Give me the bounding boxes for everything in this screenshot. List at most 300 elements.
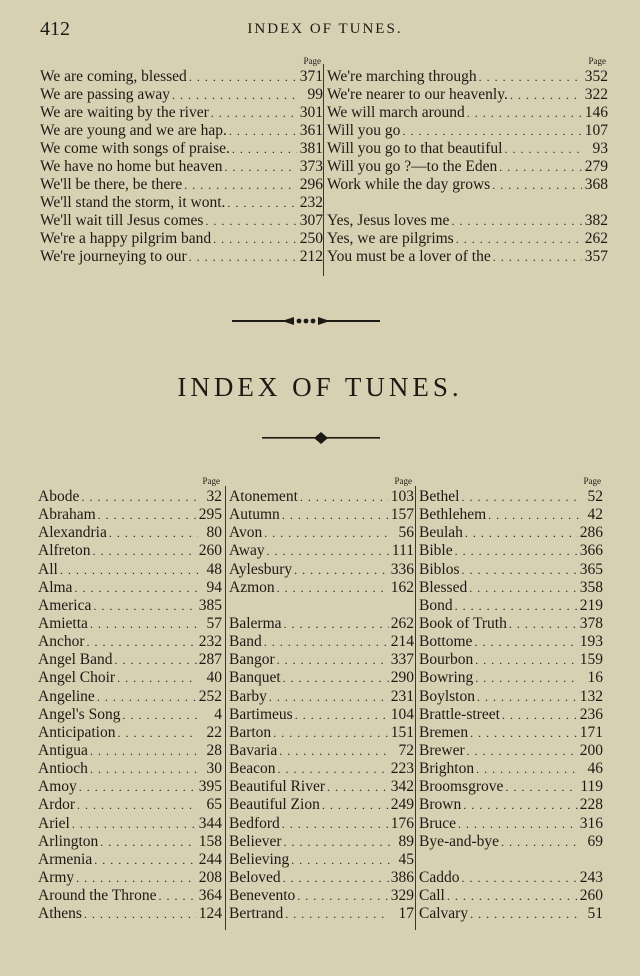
tune-entry [419, 724, 603, 742]
tune-entry [419, 905, 603, 923]
dot-leader [74, 579, 198, 597]
entry-page-number: 337 [390, 651, 414, 669]
dot-leader [122, 706, 198, 724]
entry-title: We'll stand the storm, it wont. [40, 194, 226, 211]
dot-leader [492, 176, 582, 194]
entry-title: Benevento [229, 887, 296, 905]
entry-page-number: 56 [398, 524, 414, 542]
entry-page-number: 124 [198, 905, 222, 923]
entry-page-number: 382 [584, 212, 608, 229]
entry-page-number: 45 [398, 850, 414, 868]
entry-page-number: 368 [584, 176, 608, 193]
entry-page-number: 4 [214, 705, 222, 723]
dot-leader [267, 542, 390, 560]
dot-leader [232, 140, 297, 158]
entry-page-number: 200 [579, 741, 603, 759]
entry-page-number: 212 [299, 248, 323, 265]
index-entry [327, 158, 608, 176]
entry-title: Avon [229, 524, 263, 542]
dot-leader [455, 542, 578, 560]
entry-title: We're a happy pilgrim band [40, 230, 212, 247]
entry-page-number: 236 [579, 705, 603, 723]
dot-leader [277, 760, 388, 778]
dot-leader [93, 597, 196, 615]
entry-title: We are waiting by the river [40, 104, 209, 121]
entry-title: Bye-and-bye [419, 832, 500, 850]
entry-title: Arlington [38, 832, 99, 850]
dot-leader [90, 742, 198, 760]
entry-title: Armenia [38, 850, 93, 868]
entry-page-number: 228 [579, 796, 603, 814]
entry-page-number: 385 [198, 596, 222, 614]
dot-leader [294, 561, 389, 579]
entry-page-number: 171 [579, 723, 603, 741]
tune-entry [229, 742, 414, 760]
entry-title: Bartimeus [229, 705, 293, 723]
entry-title: Abode [38, 488, 80, 505]
entry-page-number: 243 [579, 868, 603, 886]
entry-page-number: 262 [390, 614, 414, 632]
first-lines-column-left [40, 56, 323, 266]
entry-page-number: 232 [198, 633, 222, 651]
tune-entry [229, 815, 414, 833]
dot-leader [285, 905, 390, 923]
entry-page-number: 260 [579, 887, 603, 905]
entry-page-number: 48 [206, 560, 222, 578]
tune-entry [38, 887, 222, 905]
dot-leader [447, 887, 578, 905]
tunes-column-3 [419, 476, 603, 923]
title-underline-ornament [262, 430, 380, 446]
dot-leader [269, 688, 389, 706]
tune-entry [229, 833, 414, 851]
entry-title: Yes, we are pilgrims [327, 230, 454, 247]
tune-entry [229, 506, 414, 524]
dot-leader [273, 724, 389, 742]
dot-leader [470, 724, 578, 742]
entry-title: Biblos [419, 560, 460, 578]
dot-leader [184, 176, 297, 194]
entry-title: Angel's Song [38, 705, 121, 723]
entry-page-number: 111 [391, 542, 414, 560]
entry-title: Beacon [229, 760, 276, 778]
entry-page-number: 329 [390, 887, 414, 905]
index-entry [40, 122, 323, 140]
dot-leader [493, 248, 582, 266]
dot-leader [488, 506, 579, 524]
entry-page-number: 80 [206, 524, 222, 542]
entry-title: Beautiful Zion [229, 796, 320, 814]
entry-page-number: 373 [299, 158, 323, 175]
tune-entry [38, 778, 222, 796]
dot-leader [277, 579, 389, 597]
entry-title: Autumn [229, 506, 280, 524]
entry-title: Bremen [419, 723, 469, 741]
entry-title: Amietta [38, 614, 88, 632]
index-entry [327, 104, 608, 122]
index-entry [327, 248, 608, 266]
entry-page-number: 231 [390, 687, 414, 705]
tune-entry [229, 760, 414, 778]
entry-title: Caddo [419, 868, 460, 886]
entry-title: Bowring [419, 669, 474, 687]
dot-leader [505, 778, 578, 796]
index-entry [327, 122, 608, 140]
entry-title: Angel Choir [38, 669, 116, 687]
entry-page-number: 89 [398, 832, 414, 850]
tune-entry [419, 760, 603, 778]
entry-page-number: 286 [579, 524, 603, 542]
entry-page-number: 364 [198, 887, 222, 905]
entry-title: Bavaria [229, 741, 278, 759]
entry-page-number: 358 [579, 578, 603, 596]
dot-leader [465, 524, 578, 542]
tune-entry [419, 561, 603, 579]
entry-page-number: 208 [198, 868, 222, 886]
index-entry [40, 212, 323, 230]
entry-title: Work while the day grows [327, 176, 491, 193]
tune-entry [229, 597, 414, 615]
dot-leader [159, 887, 197, 905]
entry-title: Balerma [229, 614, 282, 632]
tune-entry [229, 633, 414, 651]
entry-title: Ardor [38, 796, 76, 814]
entry-page-number: 250 [299, 230, 323, 247]
entry-page-number: 72 [398, 741, 414, 759]
dot-leader [172, 86, 297, 104]
dot-leader [90, 760, 198, 778]
entry-page-number: 119 [580, 778, 603, 796]
page-column-label: Page [202, 476, 220, 486]
tune-entry [419, 579, 603, 597]
tune-entry [419, 524, 603, 542]
entry-page-number: 162 [390, 578, 414, 596]
dot-leader [79, 778, 197, 796]
entry-page-number: 223 [390, 760, 414, 778]
dot-leader [509, 615, 578, 633]
tune-entry [419, 796, 603, 814]
tune-entry [229, 869, 414, 887]
entry-page-number: 46 [587, 760, 603, 778]
index-entry [327, 212, 608, 230]
entry-title: Bond [419, 596, 453, 614]
dot-leader [225, 158, 297, 176]
entry-page-number: 159 [579, 651, 603, 669]
entry-title: Will you go ?—to the Eden [327, 158, 498, 175]
entry-title: Believing [229, 850, 290, 868]
tune-entry [419, 688, 603, 706]
dot-leader [282, 815, 389, 833]
entry-title: We will march around [327, 104, 465, 121]
index-entry [327, 230, 608, 248]
entry-page-number: 395 [198, 778, 222, 796]
tune-entry [229, 615, 414, 633]
entry-title: We're marching through [327, 68, 477, 85]
entry-title: We are passing away [40, 86, 171, 103]
entry-title: Angeline [38, 687, 95, 705]
dot-leader [87, 633, 197, 651]
dot-leader [81, 488, 198, 506]
dot-leader [117, 669, 198, 687]
tune-entry [419, 887, 603, 905]
dot-leader [264, 524, 390, 542]
page-column-label: Page [303, 56, 321, 66]
dot-leader [461, 869, 577, 887]
tune-entry [419, 778, 603, 796]
index-entry [40, 248, 323, 266]
dot-leader [510, 86, 582, 104]
entry-title: We're journeying to our [40, 248, 187, 265]
entry-page-number: 378 [579, 614, 603, 632]
dot-leader [467, 104, 582, 122]
page-column-label: Page [583, 476, 601, 486]
dot-leader [277, 651, 389, 669]
entry-page-number: 107 [584, 122, 608, 139]
dot-leader [461, 561, 577, 579]
dot-leader [93, 542, 197, 560]
entry-title: Blessed [419, 578, 468, 596]
dot-leader [100, 833, 196, 851]
index-entry [327, 68, 608, 86]
dot-leader [297, 887, 388, 905]
tune-entry [38, 615, 222, 633]
entry-title: Army [38, 868, 75, 886]
tune-entry [229, 688, 414, 706]
dot-leader [327, 778, 389, 796]
entry-page-number: 290 [390, 669, 414, 687]
dot-leader [282, 506, 389, 524]
entry-page-number: 366 [579, 542, 603, 560]
dot-leader [109, 524, 198, 542]
entry-page-number: 252 [198, 687, 222, 705]
entry-page-number: 176 [390, 814, 414, 832]
dot-leader [504, 140, 582, 158]
entry-title: Bertrand [229, 905, 284, 923]
tune-entry [229, 706, 414, 724]
index-entry [327, 194, 608, 212]
dot-leader [211, 104, 297, 122]
dot-leader [60, 561, 198, 579]
entry-page-number: 219 [579, 596, 603, 614]
tune-entry [38, 488, 222, 506]
entry-title: Atonement [229, 488, 298, 505]
entry-title: Calvary [419, 905, 469, 923]
tune-entry [38, 851, 222, 869]
tune-entry [38, 633, 222, 651]
entry-page-number: 316 [579, 814, 603, 832]
entry-page-number: 69 [587, 832, 603, 850]
index-entry [40, 176, 323, 194]
entry-title: Call [419, 887, 445, 905]
entry-title: We'll wait till Jesus comes [40, 212, 204, 229]
dot-leader [227, 194, 297, 212]
entry-title: Brattle-street [419, 705, 500, 723]
entry-page-number: 371 [299, 68, 323, 85]
entry-page-number: 146 [584, 104, 608, 121]
tune-entry [419, 833, 603, 851]
entry-title: We are young and we are hap. [40, 122, 227, 139]
column-rule [323, 64, 324, 276]
page-header [40, 18, 610, 42]
dot-leader [118, 724, 199, 742]
entry-title: Aylesbury [229, 560, 293, 578]
entry-title: Broomsgrove [419, 778, 504, 796]
entry-page-number: 28 [206, 741, 222, 759]
dot-leader [72, 815, 197, 833]
entry-title: Abraham [38, 506, 96, 524]
entry-title: Brown [419, 796, 462, 814]
tune-entry [229, 651, 414, 669]
entry-page-number: 361 [299, 122, 323, 139]
tune-entry [38, 597, 222, 615]
tunes-column-1 [38, 476, 222, 923]
entry-page-number: 30 [206, 760, 222, 778]
dot-leader [189, 248, 297, 266]
entry-page-number: 307 [299, 212, 323, 229]
tune-entry [229, 887, 414, 905]
entry-title: Band [229, 633, 262, 651]
dot-leader [84, 905, 197, 923]
entry-page-number: 262 [584, 230, 608, 247]
entry-title: Antioch [38, 760, 88, 778]
entry-title: Around the Throne [38, 887, 157, 905]
entry-title: Anchor [38, 633, 85, 651]
entry-page-number: 244 [198, 850, 222, 868]
entry-page-number: 336 [390, 560, 414, 578]
column-rule [415, 486, 416, 930]
tune-entry [38, 669, 222, 687]
dot-leader [77, 796, 198, 814]
entry-title: Will you go to that beautiful [327, 140, 503, 157]
entry-page-number: 16 [587, 669, 603, 687]
entry-page-number: 132 [579, 687, 603, 705]
tune-entry [419, 597, 603, 615]
dot-leader [499, 158, 582, 176]
entry-title: Angel Band [38, 651, 113, 669]
entry-page-number: 295 [198, 506, 222, 524]
column-rule [225, 486, 226, 930]
index-entry [40, 86, 323, 104]
entry-title: Bible [419, 542, 453, 560]
entry-title: Alfreton [38, 542, 91, 560]
entry-page-number: 157 [390, 506, 414, 524]
tunes-column-2 [229, 476, 414, 923]
entry-page-number: 22 [206, 723, 222, 741]
dot-leader [461, 488, 579, 506]
index-entry [40, 230, 323, 248]
index-entry [327, 176, 608, 194]
dot-leader [264, 633, 389, 651]
entry-page-number: 42 [587, 506, 603, 524]
entry-page-number: 40 [206, 669, 222, 687]
entry-page-number: 158 [198, 832, 222, 850]
dot-leader [474, 633, 577, 651]
dot-leader [455, 597, 578, 615]
entry-title: Brighton [419, 760, 475, 778]
entry-title: Banquet [229, 669, 281, 687]
entry-page-number: 301 [299, 104, 323, 121]
entry-page-number: 322 [584, 86, 608, 103]
dot-leader [475, 669, 579, 687]
tune-entry [38, 542, 222, 560]
dot-leader [283, 869, 389, 887]
entry-title: Will you go [327, 122, 401, 139]
tune-entry [38, 651, 222, 669]
entry-title: Bangor [229, 651, 275, 669]
tune-entry [229, 488, 414, 506]
dot-leader [114, 651, 196, 669]
entry-title: We're nearer to our heavenly. [327, 86, 508, 103]
tune-entry [229, 778, 414, 796]
tune-entry [229, 542, 414, 560]
entry-title: Boylston [419, 687, 475, 705]
tune-entry [419, 815, 603, 833]
entry-title: Azmon [229, 578, 275, 596]
tune-entry [229, 724, 414, 742]
entry-title: Barby [229, 687, 267, 705]
dot-leader [295, 706, 389, 724]
tune-entry [38, 688, 222, 706]
entry-page-number: 287 [198, 651, 222, 669]
dot-leader [456, 230, 582, 248]
tune-entry [38, 724, 222, 742]
entry-title: We have no home but heaven [40, 158, 223, 175]
tune-entry [419, 742, 603, 760]
entry-title: Believer [229, 832, 282, 850]
entry-title: Beloved [229, 868, 281, 886]
page-column-label: Page [394, 476, 412, 486]
tune-entry [38, 796, 222, 814]
dot-leader [477, 688, 578, 706]
dot-leader [205, 212, 297, 230]
entry-page-number: 365 [579, 560, 603, 578]
dot-leader [284, 615, 389, 633]
tune-entry [38, 561, 222, 579]
entry-title: Athens [38, 905, 82, 923]
entry-page-number: 279 [584, 158, 608, 175]
entry-title: Alexandria [38, 524, 107, 542]
dot-leader [463, 796, 578, 814]
first-lines-column-right [327, 56, 608, 266]
entry-title: All [38, 560, 58, 578]
entry-page-number: 17 [398, 905, 414, 923]
tune-entry [419, 615, 603, 633]
dot-leader [501, 833, 579, 851]
dot-leader [189, 68, 297, 86]
dot-leader [283, 669, 389, 687]
entry-page-number: 99 [307, 86, 323, 103]
entry-title: America [38, 596, 92, 614]
entry-title: Bourbon [419, 651, 474, 669]
entry-title: Anticipation [38, 723, 116, 741]
dot-leader [475, 651, 578, 669]
tune-entry [38, 742, 222, 760]
entry-page-number: 357 [584, 248, 608, 265]
tune-entry [38, 579, 222, 597]
tune-entry [419, 506, 603, 524]
entry-page-number: 93 [592, 140, 608, 157]
dot-leader [402, 122, 582, 140]
page-column-label: Page [588, 56, 606, 66]
entry-title: Yes, Jesus loves me [327, 212, 450, 229]
tune-entry [419, 651, 603, 669]
tune-entry [419, 542, 603, 560]
tune-entry [38, 869, 222, 887]
entry-title: Beulah [419, 524, 463, 542]
entry-page-number: 32 [206, 488, 222, 505]
entry-title: Bottome [419, 633, 473, 651]
dot-leader [300, 488, 389, 506]
